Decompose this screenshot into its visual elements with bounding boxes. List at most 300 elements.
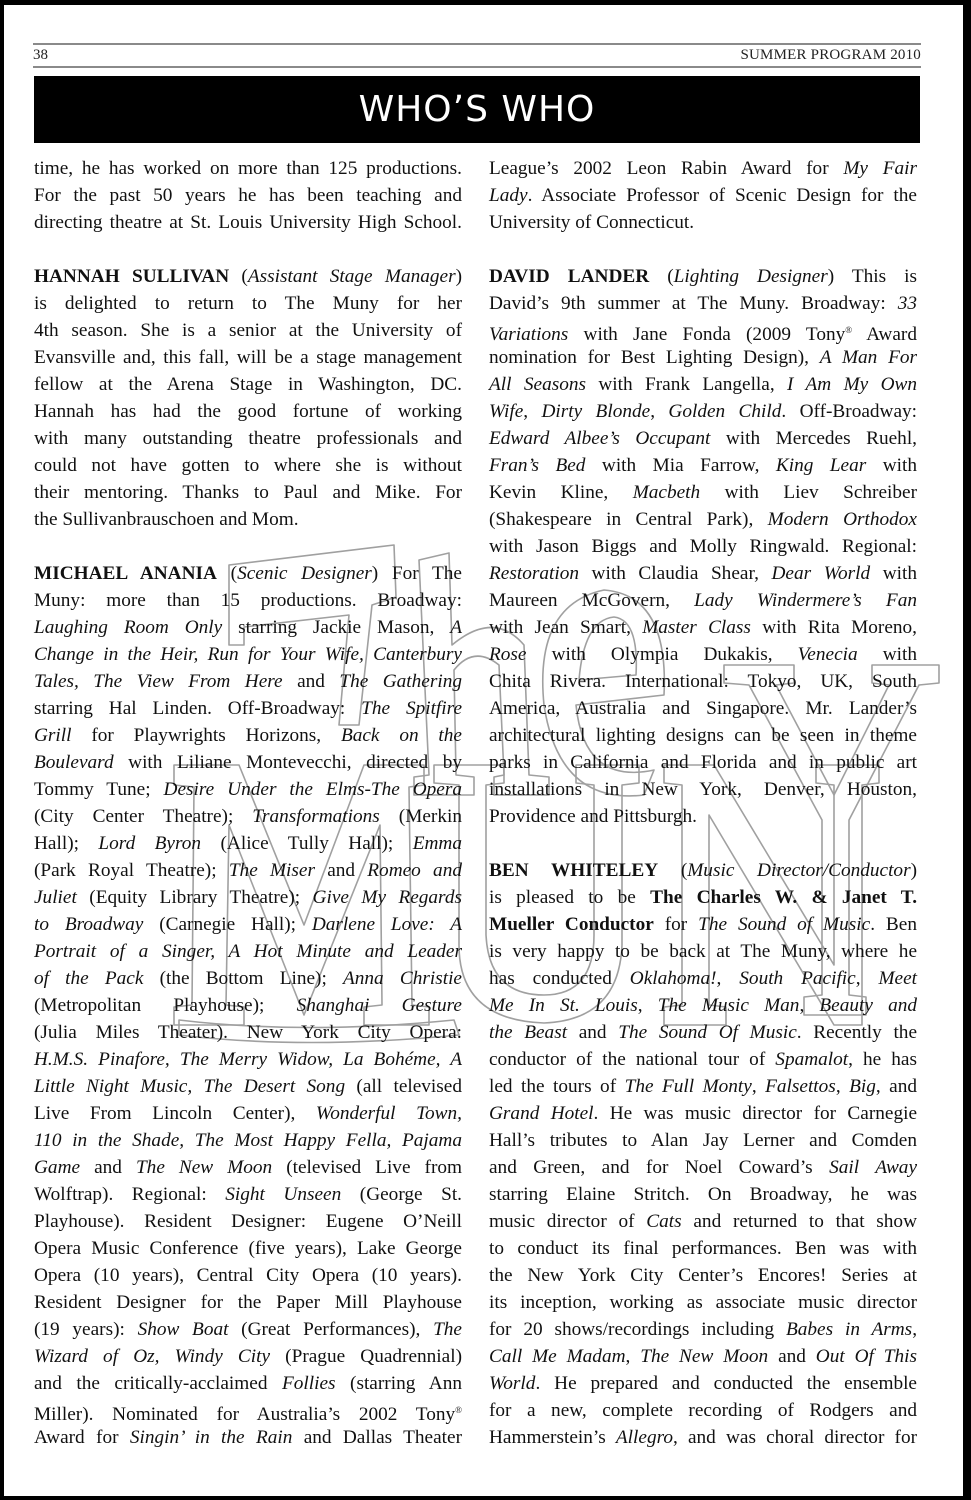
text-run: (all televised bbox=[345, 1076, 462, 1097]
italic-title: My Fair bbox=[843, 158, 917, 179]
text-run: , bbox=[751, 1076, 766, 1097]
text-run: , bbox=[625, 1346, 641, 1367]
text-run: Playhouse). Resident Designer: Eugene O’Neill bbox=[34, 1211, 462, 1232]
text-line bbox=[489, 425, 917, 452]
text-run: with Claudia Shear, bbox=[578, 563, 772, 584]
italic-title: Lady bbox=[489, 185, 528, 206]
text-line bbox=[489, 1397, 917, 1424]
text-line bbox=[34, 992, 462, 1019]
text-line bbox=[489, 371, 917, 398]
text-line bbox=[34, 344, 462, 371]
italic-title: Grill bbox=[34, 725, 72, 746]
text-line bbox=[489, 938, 917, 965]
text-line bbox=[489, 1370, 917, 1397]
text-run: Providence and Pittsburgh. bbox=[489, 806, 697, 827]
text-run: is delighted to return to The Muny for her bbox=[34, 293, 462, 314]
text-run: (George St. bbox=[341, 1184, 463, 1205]
bio-name: BEN WHITELEY bbox=[489, 860, 659, 881]
text-run: and bbox=[282, 671, 340, 692]
text-run: has conducted bbox=[489, 968, 630, 989]
text-run: (Prague Quadrennial) bbox=[270, 1346, 462, 1367]
text-line bbox=[489, 749, 917, 776]
italic-title: Assistant Stage Manager bbox=[247, 266, 456, 287]
text-line bbox=[489, 317, 917, 344]
text-line bbox=[34, 1262, 462, 1289]
italic-title: Fran’s Bed bbox=[489, 455, 586, 476]
text-line bbox=[34, 884, 462, 911]
italic-title: Babes in Arms bbox=[785, 1319, 913, 1340]
italic-title: Portrait of a Singer, A Hot Minute and Leader bbox=[34, 941, 462, 962]
italic-title: Lighting Designer bbox=[673, 266, 828, 287]
text-run: Opera Music Conference (five years), Lake George bbox=[34, 1238, 462, 1259]
text-line bbox=[489, 1208, 917, 1235]
text-run: League’s 2002 Leon Rabin Award for bbox=[489, 158, 844, 179]
text-line bbox=[489, 182, 917, 209]
text-line bbox=[34, 749, 462, 776]
italic-title: Sight Unseen bbox=[225, 1184, 342, 1205]
text-run: For the past 50 years he has been teaching and bbox=[34, 185, 462, 206]
text-run: (Equity Library Theatre); bbox=[76, 887, 313, 908]
italic-title: Call Me Madam bbox=[489, 1346, 626, 1367]
italic-title: Anna Christie bbox=[342, 968, 462, 989]
text-run: for a new, complete recording of Rodgers and bbox=[489, 1400, 917, 1421]
text-line bbox=[489, 965, 917, 992]
italic-title: A Man For bbox=[819, 347, 917, 368]
text-line bbox=[489, 1289, 917, 1316]
italic-title: Shanghai Gesture bbox=[296, 995, 462, 1016]
text-run: , bbox=[799, 995, 820, 1016]
text-run: music director of bbox=[489, 1211, 647, 1232]
text-run: conductor of the national tour of bbox=[489, 1049, 776, 1070]
italic-title: Spamalot bbox=[775, 1049, 849, 1070]
text-line bbox=[34, 371, 462, 398]
italic-title: The Full Monty bbox=[624, 1076, 752, 1097]
text-run: Hannah has had the good fortune of working bbox=[34, 401, 462, 422]
text-run: with Liev Schreiber bbox=[700, 482, 917, 503]
italic-title: The Sound Of Music bbox=[618, 1022, 797, 1043]
italic-title: Cats bbox=[646, 1211, 682, 1232]
text-run: (televised Live from bbox=[272, 1157, 463, 1178]
text-run: Chita Rivera. International: Tokyo, UK, South bbox=[489, 671, 917, 692]
text-line bbox=[34, 290, 462, 317]
text-run: (Great Performances), bbox=[228, 1319, 434, 1340]
italic-title: A bbox=[450, 617, 462, 638]
text-run: . Associate Professor of Scenic Design for the bbox=[527, 185, 917, 206]
text-run: Hall); bbox=[34, 833, 99, 854]
text-line bbox=[489, 641, 917, 668]
text-run: (Park Royal Theatre); bbox=[34, 860, 229, 881]
text-line bbox=[489, 587, 917, 614]
italic-title: Falsettos bbox=[765, 1076, 836, 1097]
italic-title: Singin’ in the Rain bbox=[129, 1427, 293, 1448]
text-run: with Rita Moreno, bbox=[750, 617, 917, 638]
text-run: (Metropolitan Playhouse); bbox=[34, 995, 297, 1016]
italic-title: Wife bbox=[489, 401, 524, 422]
text-line bbox=[34, 263, 462, 290]
italic-title: King Lear bbox=[775, 455, 867, 476]
text-run: , bbox=[835, 1076, 850, 1097]
italic-title: Boulevard bbox=[34, 752, 114, 773]
text-line bbox=[489, 533, 917, 560]
text-line bbox=[34, 587, 462, 614]
text-line bbox=[34, 614, 462, 641]
text-line bbox=[489, 722, 917, 749]
text-run: (Merkin bbox=[379, 806, 462, 827]
italic-title: Venecia bbox=[797, 644, 858, 665]
text-line bbox=[489, 1235, 917, 1262]
text-run: and the critically-acclaimed bbox=[34, 1373, 282, 1394]
italic-title: The Sound of Music bbox=[698, 914, 871, 935]
text-line bbox=[489, 560, 917, 587]
text-line bbox=[34, 695, 462, 722]
text-line bbox=[34, 1424, 462, 1451]
italic-title: Desire Under the Elms-The Opera bbox=[163, 779, 463, 800]
text-line bbox=[34, 479, 462, 506]
text-run: the Sullivanbrauschoen and Mom. bbox=[34, 509, 299, 530]
italic-title: the Beast bbox=[489, 1022, 568, 1043]
text-run: and bbox=[567, 1022, 619, 1043]
text-run: with Mia Farrow, bbox=[585, 455, 776, 476]
italic-title: H.M.S. Pinafore, The Merry Widow, La Bohéme, A bbox=[34, 1049, 462, 1070]
italic-title: Laughing Room Only bbox=[34, 617, 223, 638]
text-line bbox=[489, 884, 917, 911]
text-run: starring Elaine Stritch. On Broadway, he was bbox=[489, 1184, 917, 1205]
section-title: WHO’S WHO bbox=[358, 89, 596, 130]
paragraph-gap bbox=[489, 236, 917, 263]
text-line bbox=[34, 1100, 462, 1127]
text-run: led the tours of bbox=[489, 1076, 625, 1097]
text-run: for Playwrights Horizons, bbox=[71, 725, 341, 746]
text-run: (City Center Theatre); bbox=[34, 806, 253, 827]
text-run: Live From Lincoln Center), bbox=[34, 1103, 316, 1124]
text-run: starring Hal Linden. Off-Broadway: bbox=[34, 698, 362, 719]
text-line bbox=[489, 857, 917, 884]
text-run: fellow at the Arena Stage in Washington, DC. bbox=[34, 374, 462, 395]
text-line bbox=[34, 911, 462, 938]
text-run: to conduct its final performances. Ben was with bbox=[489, 1238, 917, 1259]
text-line bbox=[34, 965, 462, 992]
italic-title: South Pacific bbox=[739, 968, 856, 989]
italic-title: The Music Man bbox=[657, 995, 800, 1016]
text-line bbox=[34, 182, 462, 209]
italic-title: Darlene Love: A bbox=[311, 914, 463, 935]
text-line bbox=[489, 398, 917, 425]
bio-name: The Charles W. & Janet T. bbox=[650, 887, 918, 908]
italic-title: Lady Windermere’s Fan bbox=[694, 590, 917, 611]
text-run: architectural lighting designs can be seen in theme bbox=[489, 725, 917, 746]
italic-title: Lord Byron bbox=[98, 833, 202, 854]
text-run: (19 years): bbox=[34, 1319, 138, 1340]
text-run: , bbox=[716, 968, 740, 989]
text-line bbox=[489, 1046, 917, 1073]
text-line bbox=[34, 668, 462, 695]
text-run: , bbox=[650, 401, 669, 422]
bio-name: Mueller Conductor bbox=[489, 914, 654, 935]
text-run: Muny: more than 15 productions. Broadway: bbox=[34, 590, 462, 611]
text-run: is very happy to be back at The Muny, where he bbox=[489, 941, 917, 962]
right-column bbox=[489, 155, 917, 1451]
bio-name: DAVID LANDER bbox=[489, 266, 650, 287]
italic-title: Master Class bbox=[642, 617, 751, 638]
text-line bbox=[34, 1154, 462, 1181]
text-line bbox=[34, 506, 462, 533]
text-run: with bbox=[866, 455, 918, 476]
text-run: with Olympia Dukakis, bbox=[526, 644, 798, 665]
text-run: with bbox=[857, 644, 917, 665]
italic-title: Golden Child bbox=[668, 401, 782, 422]
text-run: . Recently the bbox=[796, 1022, 917, 1043]
text-line bbox=[489, 776, 917, 803]
text-run: University of Connecticut. bbox=[489, 212, 695, 233]
text-run: 4th season. She is a senior at the University of bbox=[34, 320, 462, 341]
text-run: Maureen McGovern, bbox=[489, 590, 695, 611]
text-run: with Jason Biggs and Molly Ringwald. Regional: bbox=[489, 536, 917, 557]
text-run: Tommy Tune; bbox=[34, 779, 164, 800]
italic-title: Show Boat bbox=[137, 1319, 229, 1340]
italic-title: Allegro bbox=[615, 1427, 674, 1448]
text-run: Award bbox=[852, 324, 917, 345]
text-line bbox=[34, 398, 462, 425]
text-line bbox=[489, 344, 917, 371]
text-line bbox=[34, 425, 462, 452]
text-line bbox=[489, 1100, 917, 1127]
program-page bbox=[4, 5, 963, 1496]
italic-title: Back on the bbox=[340, 725, 462, 746]
text-run: , bbox=[637, 995, 658, 1016]
text-run: , and bbox=[875, 1076, 917, 1097]
text-run: (starring Ann bbox=[335, 1373, 462, 1394]
text-line bbox=[34, 1046, 462, 1073]
text-run: ) For The bbox=[371, 563, 462, 584]
text-run: Hall’s tributes to Alan Jay Lerner and Comden bbox=[489, 1130, 917, 1151]
text-line bbox=[34, 641, 462, 668]
text-run: directing theatre at St. Louis University High School. bbox=[34, 212, 462, 233]
text-run: ) bbox=[455, 266, 462, 287]
italic-title: Me In St. Louis bbox=[489, 995, 638, 1016]
text-run: their mentoring. Thanks to Paul and Mike. For bbox=[34, 482, 462, 503]
header-top-rule bbox=[33, 43, 921, 45]
text-line bbox=[34, 155, 462, 182]
text-run: , bbox=[912, 1319, 918, 1340]
text-line bbox=[34, 1181, 462, 1208]
text-run: , bbox=[855, 968, 879, 989]
italic-title: All Seasons bbox=[489, 374, 586, 395]
paragraph-gap bbox=[34, 533, 462, 560]
italic-title: Wonderful Town, bbox=[315, 1103, 462, 1124]
text-line bbox=[489, 479, 917, 506]
text-line bbox=[489, 209, 917, 236]
text-line bbox=[489, 1154, 917, 1181]
text-line bbox=[489, 911, 917, 938]
registered-mark: ® bbox=[845, 325, 853, 335]
section-banner bbox=[34, 76, 920, 143]
text-run: installations in New York, Denver, Houston, bbox=[489, 779, 917, 800]
text-line bbox=[489, 992, 917, 1019]
text-run: time, he has worked on more than 125 productions. bbox=[34, 158, 462, 179]
text-run: (Julia Miles Theater). New York City Opera: bbox=[34, 1022, 462, 1043]
text-run: (Carnegie Hall); bbox=[143, 914, 312, 935]
text-line bbox=[489, 1262, 917, 1289]
text-run: , and was choral director for bbox=[673, 1427, 917, 1448]
italic-title: 110 in the Shade, The Most Happy Fella, Pajama bbox=[34, 1130, 462, 1151]
page-number: 38 bbox=[33, 47, 48, 63]
text-run: . He prepared and conducted the ensemble bbox=[535, 1373, 917, 1394]
text-line bbox=[489, 290, 917, 317]
text-run: (the Bottom Line); bbox=[143, 968, 343, 989]
text-line bbox=[34, 1370, 462, 1397]
paragraph-gap bbox=[34, 236, 462, 263]
text-line bbox=[489, 155, 917, 182]
text-run: with bbox=[870, 563, 917, 584]
text-line bbox=[34, 1127, 462, 1154]
text-run: , he has bbox=[848, 1049, 917, 1070]
italic-title: Scenic Designer bbox=[237, 563, 372, 584]
text-line bbox=[34, 560, 462, 587]
italic-title: Game bbox=[34, 1157, 81, 1178]
italic-title: Juliet bbox=[34, 887, 77, 908]
italic-title: I Am My Own bbox=[787, 374, 917, 395]
italic-title: Wizard of Oz, Windy City bbox=[34, 1346, 271, 1367]
italic-title: Music Director/Conductor bbox=[687, 860, 911, 881]
registered-mark: ® bbox=[455, 1405, 462, 1415]
italic-title: Out Of This bbox=[815, 1346, 917, 1367]
text-line bbox=[489, 614, 917, 641]
program-title: SUMMER PROGRAM 2010 bbox=[740, 47, 921, 63]
italic-title: Give My Regards bbox=[312, 887, 462, 908]
text-line bbox=[34, 1235, 462, 1262]
text-run: its inception, working as associate music director bbox=[489, 1292, 917, 1313]
italic-title: The Gathering bbox=[339, 671, 462, 692]
text-line bbox=[489, 695, 917, 722]
bio-name: MICHAEL ANANIA bbox=[34, 563, 217, 584]
text-run: and bbox=[768, 1346, 816, 1367]
italic-title: Emma bbox=[412, 833, 462, 854]
text-run: ) This is bbox=[827, 266, 917, 287]
text-run: Hammerstein’s bbox=[489, 1427, 616, 1448]
text-line bbox=[489, 803, 917, 830]
italic-title: to Broadway bbox=[34, 914, 144, 935]
text-line bbox=[489, 668, 917, 695]
text-line bbox=[34, 857, 462, 884]
text-run: and Green, and for Noel Coward’s bbox=[489, 1157, 830, 1178]
text-run: and bbox=[314, 860, 368, 881]
italic-title: Change in the Heir, Run for Your Wife, Canterbury bbox=[34, 644, 462, 665]
text-run: for 20 shows/recordings including bbox=[489, 1319, 786, 1340]
text-line bbox=[34, 1343, 462, 1370]
text-line bbox=[489, 263, 917, 290]
text-line bbox=[34, 938, 462, 965]
text-run: David’s 9th summer at The Muny. Broadway: bbox=[489, 293, 898, 314]
text-run: Wolftrap). Regional: bbox=[34, 1184, 226, 1205]
text-run: Kevin Kline, bbox=[489, 482, 633, 503]
italic-title: Oklahoma! bbox=[629, 968, 717, 989]
italic-title: Macbeth bbox=[632, 482, 701, 503]
text-run: is pleased to be bbox=[489, 887, 651, 908]
italic-title: The Miser bbox=[228, 860, 315, 881]
text-run: ( bbox=[216, 563, 238, 584]
text-run: with Jane Fonda (2009 Tony bbox=[568, 324, 846, 345]
italic-title: Dear World bbox=[771, 563, 871, 584]
text-line bbox=[489, 1073, 917, 1100]
italic-title: The New Moon bbox=[135, 1157, 273, 1178]
text-run: with Liliane Montevecchi, directed by bbox=[113, 752, 462, 773]
text-run: ( bbox=[649, 266, 674, 287]
text-run: (Shakespeare in Central Park), bbox=[489, 509, 768, 530]
italic-title: The bbox=[433, 1319, 462, 1340]
text-run: . Off-Broadway: bbox=[781, 401, 918, 422]
text-run: with Frank Langella, bbox=[586, 374, 788, 395]
text-run: and returned to that show bbox=[681, 1211, 917, 1232]
text-run: Award for bbox=[34, 1427, 130, 1448]
text-run: ( bbox=[229, 266, 248, 287]
text-run: . He was music director for Carnegie bbox=[593, 1103, 918, 1124]
italic-title: Follies bbox=[281, 1373, 336, 1394]
italic-title: Grand Hotel bbox=[489, 1103, 594, 1124]
italic-title: Sail Away bbox=[829, 1157, 918, 1178]
text-run: for bbox=[653, 914, 699, 935]
italic-title: Dirty Blonde bbox=[541, 401, 651, 422]
text-run: nomination for Best Lighting Design), bbox=[489, 347, 820, 368]
text-line bbox=[34, 722, 462, 749]
text-run: Miller). Nominated for Australia’s 2002 Tony bbox=[34, 1404, 456, 1425]
text-line bbox=[489, 506, 917, 533]
text-run: could not have gotten to where she is without bbox=[34, 455, 462, 476]
text-line bbox=[34, 1019, 462, 1046]
italic-title: Variations bbox=[489, 324, 569, 345]
italic-title: The New Moon bbox=[640, 1346, 769, 1367]
left-column bbox=[34, 155, 462, 1451]
text-run: , bbox=[523, 401, 542, 422]
italic-title: Transformations bbox=[252, 806, 380, 827]
text-line bbox=[489, 1181, 917, 1208]
text-line bbox=[34, 1289, 462, 1316]
text-run: Evansville and, this fall, will be a stage management bbox=[34, 347, 462, 368]
text-line bbox=[34, 1073, 462, 1100]
italic-title: Restoration bbox=[489, 563, 579, 584]
text-run: ) bbox=[910, 860, 918, 881]
text-line bbox=[34, 452, 462, 479]
text-line bbox=[34, 803, 462, 830]
text-line bbox=[34, 317, 462, 344]
text-run: and Dallas Theater bbox=[292, 1427, 462, 1448]
text-line bbox=[489, 1424, 917, 1451]
text-line bbox=[489, 1343, 917, 1370]
text-line bbox=[34, 1316, 462, 1343]
text-line bbox=[489, 1316, 917, 1343]
text-line bbox=[34, 1208, 462, 1235]
text-line bbox=[34, 1397, 462, 1424]
text-line bbox=[34, 830, 462, 857]
italic-title: of the Pack bbox=[34, 968, 144, 989]
italic-title: Modern Orthodox bbox=[767, 509, 917, 530]
italic-title: Romeo and bbox=[367, 860, 462, 881]
text-run: Opera (10 years), Central City Opera (10 years). bbox=[34, 1265, 462, 1286]
text-line bbox=[34, 776, 462, 803]
italic-title: The Spitfire bbox=[361, 698, 462, 719]
text-run: (Alice Tully Hall); bbox=[201, 833, 413, 854]
text-run: starring Jackie Mason, bbox=[222, 617, 451, 638]
text-run: ( bbox=[658, 860, 688, 881]
text-run: Resident Designer for the Paper Mill Playhouse bbox=[34, 1292, 462, 1313]
italic-title: Tales, The View From Here bbox=[34, 671, 283, 692]
text-run: with Jean Smart, bbox=[489, 617, 643, 638]
text-line bbox=[489, 1127, 917, 1154]
text-run: parks in California and Florida and in public art bbox=[489, 752, 917, 773]
text-line bbox=[489, 1019, 917, 1046]
italic-title: Edward Albee’s Occupant bbox=[489, 428, 711, 449]
text-run: with Mercedes Ruehl, bbox=[710, 428, 918, 449]
italic-title: Big bbox=[849, 1076, 876, 1097]
